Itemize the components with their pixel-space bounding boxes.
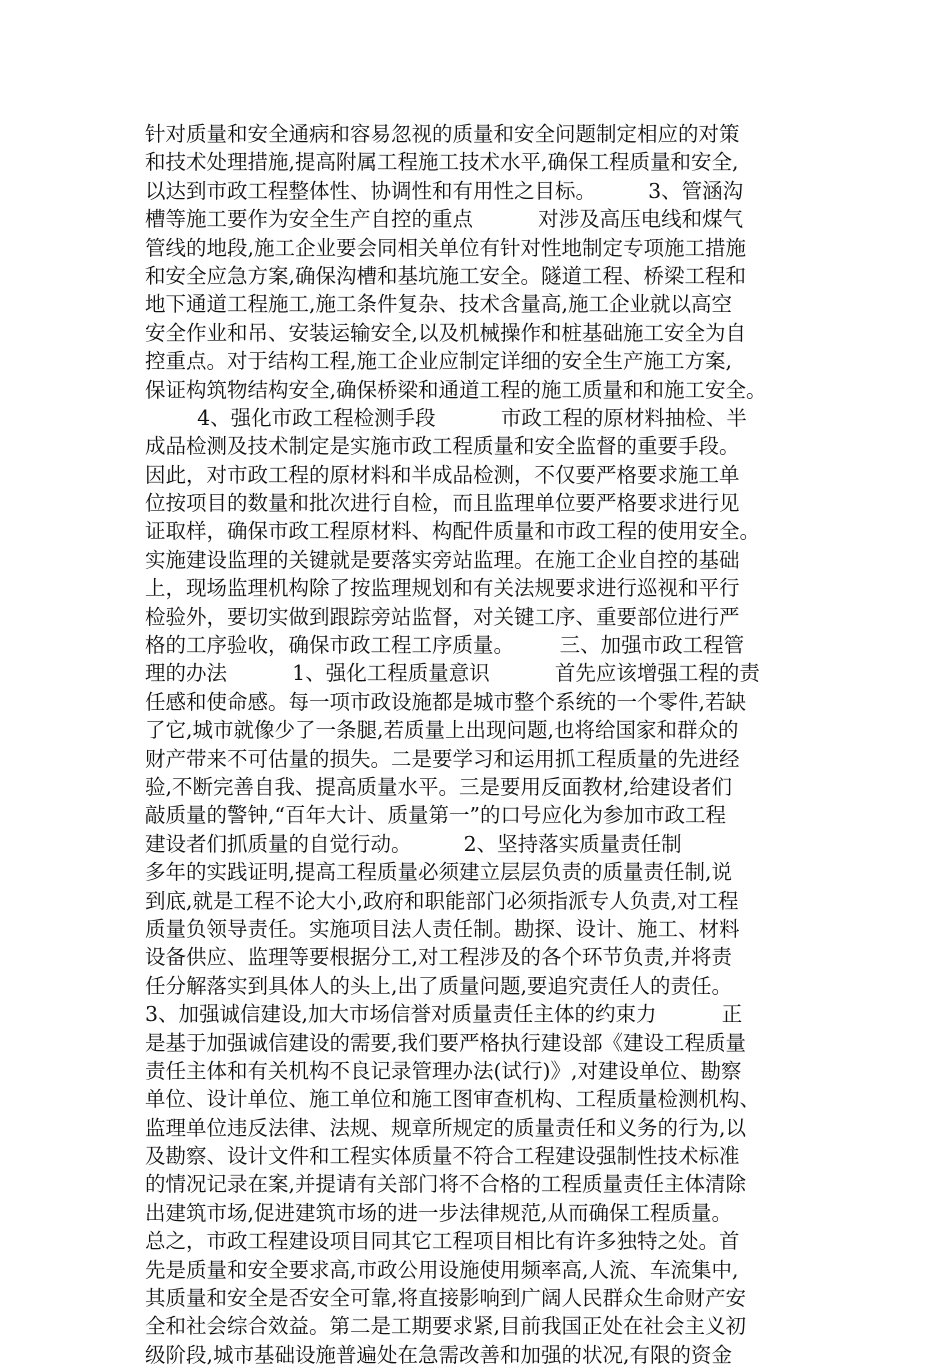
- text-line: 建设者们抓质量的自觉行动。 2、坚持落实质量责任制: [145, 831, 682, 856]
- text-line: 任感和使命感。每一项市政设施都是城市整个系统的一个零件,若缺: [145, 689, 747, 714]
- text-line: 实施建设监理的关键就是要落实旁站监理。在施工企业自控的基础: [145, 547, 740, 572]
- text-line: 全和社会综合效益。第二是工期要求紧,目前我国正处在社会主义初: [145, 1314, 747, 1339]
- text-line: 质量负领导责任。实施项目法人责任制。勘探、设计、施工、材料: [145, 916, 740, 941]
- text-line: 和技术处理措施,提高附属工程施工技术水平,确保工程质量和安全,: [145, 150, 739, 175]
- text-line: 因此，对市政工程的原材料和半成品检测，不仅要严格要求施工单: [145, 462, 740, 487]
- text-line: 理的办法 1、强化工程质量意识 首先应该增强工程的责: [145, 661, 760, 686]
- text-line: 监理单位违反法律、法规、规章所规定的质量责任和义务的行为,以: [145, 1115, 747, 1140]
- text-line: 以达到市政工程整体性、协调性和有用性之目标。 3、管涵沟: [145, 178, 744, 203]
- document-body: [145, 120, 813, 1369]
- text-line: 成品检测及技术制定是实施市政工程质量和安全监督的重要手段。: [145, 434, 740, 459]
- text-line: 了它,城市就像少了一条腿,若质量上出现问题,也将给国家和群众的: [145, 718, 739, 743]
- text-line: 和安全应急方案,确保沟槽和基坑施工安全。隧道工程、桥梁工程和: [145, 263, 747, 288]
- text-line: 管线的地段,施工企业要会同相关单位有针对性地制定专项施工措施: [145, 235, 747, 260]
- text-line: 槽等施工要作为安全生产自控的重点 对涉及高压电线和煤气: [145, 207, 744, 232]
- text-line: 针对质量和安全通病和容易忽视的质量和安全问题制定相应的对策: [145, 122, 740, 146]
- text-line: 位按项目的数量和批次进行自检，而且监理单位要严格要求进行见: [145, 491, 740, 516]
- text-line: 设备供应、监理等要根据分工,对工程涉及的各个环节负责,并将责: [145, 945, 733, 970]
- text-line: 及勘察、设计文件和工程实体质量不符合工程建设强制性技术标准: [145, 1144, 740, 1169]
- text-line: 敲质量的警钟,“百年大计、质量第一”的口号应化为参加市政工程: [145, 803, 726, 828]
- text-line: 地下通道工程施工,施工条件复杂、技术含量高,施工企业就以高空: [145, 292, 733, 317]
- text-line: 控重点。对于结构工程,施工企业应制定详细的安全生产施工方案,: [145, 349, 733, 374]
- text-line: 验,不断完善自我、提高质量水平。三是要用反面教材,给建设者们: [145, 774, 733, 799]
- text-line: 先是质量和安全要求高,市政公用设施使用频率高,人流、车流集中,: [145, 1257, 739, 1282]
- text-line: 单位、设计单位、施工单位和施工图审查机构、工程质量检测机构、: [145, 1087, 760, 1112]
- text-line: 是基于加强诚信建设的需要,我们要严格执行建设部《建设工程质量: [145, 1030, 747, 1055]
- text-line: 其质量和安全是否安全可靠,将直接影响到广阔人民群众生命财产安: [145, 1286, 747, 1311]
- text-line: 证取样，确保市政工程原材料、构配件质量和市政工程的使用安全。: [145, 519, 760, 544]
- text-line: 总之，市政工程建设项目同其它工程项目相比有许多独特之处。首: [145, 1229, 740, 1254]
- text-line: 到底,就是工程不论大小,政府和职能部门必须指派专人负责,对工程: [145, 888, 739, 913]
- text-line: 级阶段,城市基础设施普遍处在急需改善和加强的状况,有限的资金: [145, 1342, 733, 1367]
- text-line: 4、强化市政工程检测手段 市政工程的原材料抽检、半: [145, 405, 747, 430]
- text-line: 保证构筑物结构安全,确保桥梁和通道工程的施工质量和和施工安全。: [145, 377, 767, 402]
- text-line: 3、加强诚信建设,加大市场信誉对质量责任主体的约束力 正: [145, 1002, 743, 1027]
- text-line: 检验外，要切实做到跟踪旁站监督，对关键工序、重要部位进行严: [145, 604, 740, 629]
- text-line: 财产带来不可估量的损失。二是要学习和运用抓工程质量的先进经: [145, 746, 740, 771]
- text-line: 的情况记录在案,并提请有关部门将不合格的工程质量责任主体清除: [145, 1172, 747, 1197]
- text-line: 多年的实践证明,提高工程质量必须建立层层负责的质量责任制,说: [145, 860, 733, 885]
- text-line: 格的工序验收，确保市政工程工序质量。 三、加强市政工程管: [145, 633, 745, 658]
- text-line: 出建筑市场,促进建筑市场的进一步法律规范,从而确保工程质量。: [145, 1200, 733, 1225]
- text-line: 任分解落实到具体人的头上,出了质量问题,要追究责任人的责任。: [145, 973, 733, 998]
- text-line: 责任主体和有关机构不良记录管理办法(试行)》,对建设单位、勘察: [145, 1058, 742, 1083]
- text-line: 安全作业和吊、安装运输安全,以及机械操作和桩基础施工安全为自: [145, 320, 747, 345]
- text-line: 上，现场监理机构除了按监理规划和有关法规要求进行巡视和平行: [145, 576, 740, 601]
